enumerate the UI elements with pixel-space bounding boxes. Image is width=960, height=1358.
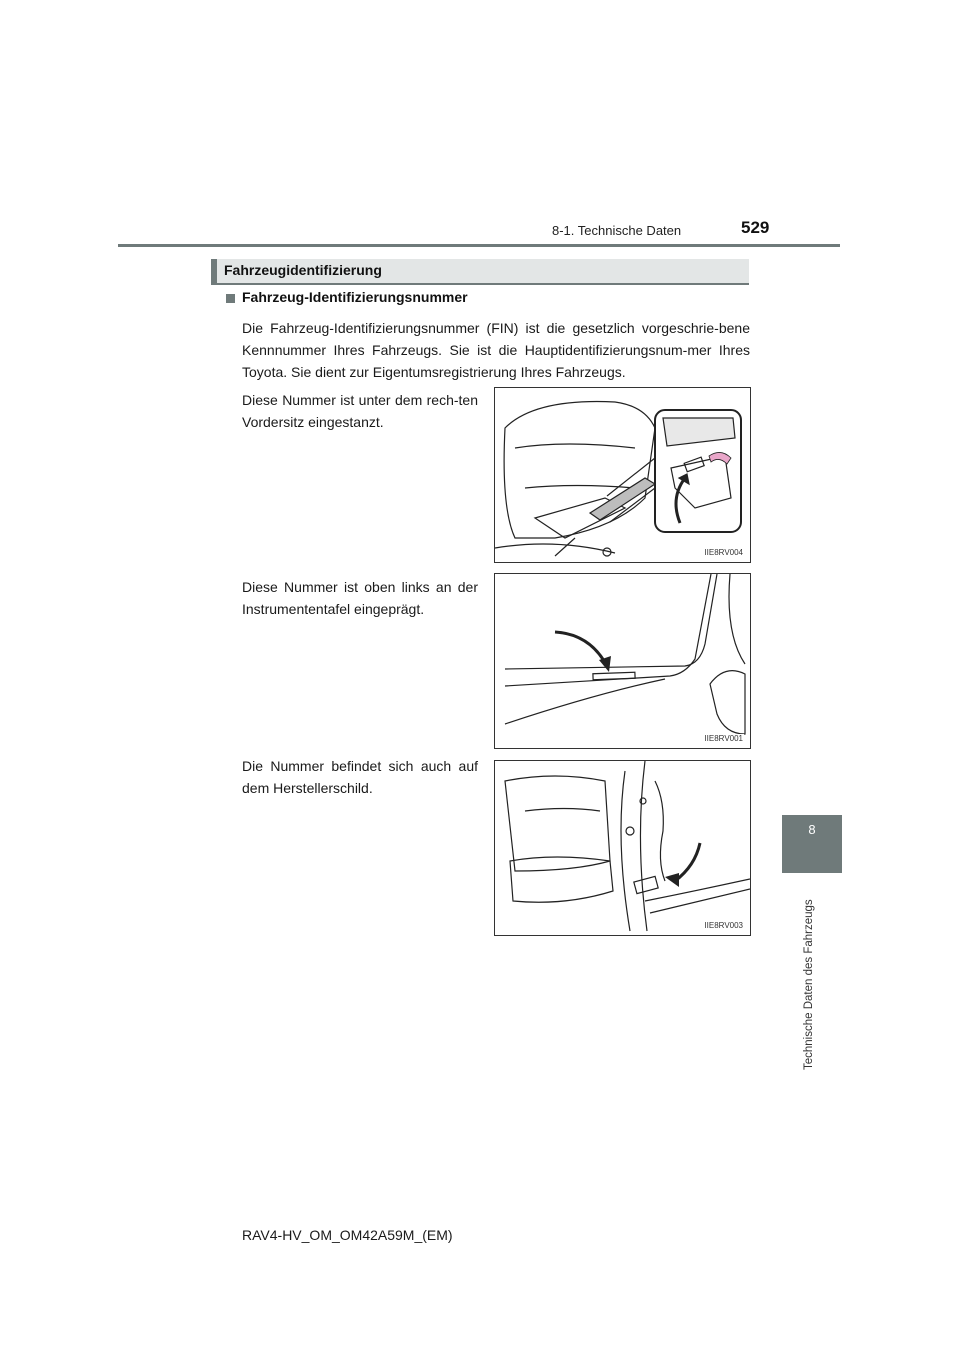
door-pillar-illustration <box>495 761 750 935</box>
figure-code-3: IIE8RV003 <box>704 921 743 930</box>
figure-caption-seat: Diese Nummer ist unter dem rech-ten Vordersitz eingestanzt. <box>242 392 478 430</box>
intro-paragraph: Die Fahrzeug-Identifizierungsnummer (FIN) ist die gesetzlich vorgeschrie-bene Kennnummer Ihres Fahrzeugs. Sie ist die Hauptidentifizierungsnum-mer Ihres Toyota. Sie dient zur Eigentumsregistrierung Ihres Fahrzeugs. <box>242 320 750 380</box>
figure-code-2: IIE8RV001 <box>704 734 743 743</box>
header-divider <box>118 244 840 247</box>
figure-code-1: IIE8RV004 <box>704 548 743 557</box>
figure-manufacturer-label <box>494 760 751 936</box>
subsection-title: Fahrzeug-Identifizierungsnummer <box>242 289 468 305</box>
section-title: Fahrzeugidentifizierung <box>224 262 382 278</box>
document-code: RAV4-HV_OM_OM42A59M_(EM) <box>242 1227 453 1243</box>
figure-caption-dashboard: Diese Nummer ist oben links an der Instrumententafel eingeprägt. <box>242 579 478 617</box>
chapter-title-vertical: Technische Daten des Fahrzeugs <box>803 899 815 1070</box>
figure-caption-label: Die Nummer befindet sich auch auf dem Herstellerschild. <box>242 758 478 796</box>
figure-seat-vin-location <box>494 387 751 563</box>
section-heading-accent <box>211 259 217 285</box>
running-header-section: 8-1. Technische Daten <box>552 223 682 238</box>
seat-illustration <box>495 388 750 562</box>
chapter-number: 8 <box>808 822 816 837</box>
dashboard-illustration <box>495 574 750 748</box>
square-bullet-icon <box>226 294 235 303</box>
figure-dashboard-vin-location <box>494 573 751 749</box>
page-number: 529 <box>741 218 770 237</box>
